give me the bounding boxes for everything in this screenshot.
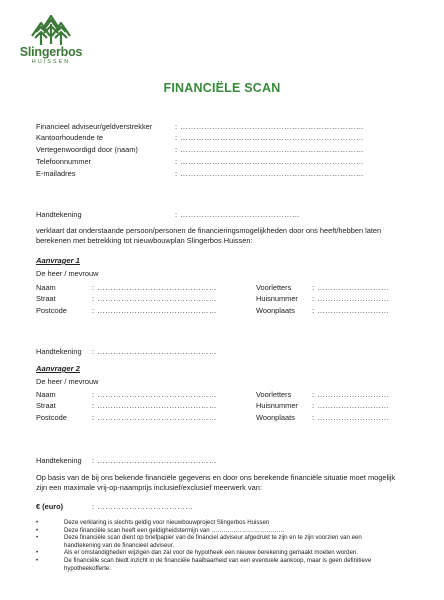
- applicant2-field-city[interactable]: : ………………………: [312, 413, 390, 422]
- applicant1-heading: Aanvrager 1: [36, 256, 80, 265]
- applicant2-heading: Aanvrager 2: [36, 364, 80, 373]
- applicant2-field-housenumber[interactable]: : ………………………: [312, 401, 390, 410]
- bullet-icon: •: [36, 519, 39, 526]
- field-email[interactable]: : ……………………………………………………………: [175, 169, 365, 178]
- applicant1-field-postcode[interactable]: : ………………………………………: [92, 306, 218, 315]
- applicant2-field-postcode[interactable]: : ………………………………………: [92, 413, 218, 422]
- applicant2-label-initials: Voorletters: [256, 390, 292, 399]
- declaration-text: verklaart dat onderstaande persoon/personen de financieringsmogelijkheden door ons heeft/hebben laten berekenen met betrekking tot nieuwbouwplan Slingerbos Huissen:: [36, 226, 382, 245]
- logo-wordmark: Slingerbos: [19, 45, 83, 59]
- field-label-email: E-mailadres: [36, 169, 76, 178]
- notes-list: [36, 519, 396, 572]
- applicant2-label-housenumber: Huisnummer: [256, 401, 298, 410]
- field-phone[interactable]: : ……………………………………………………………: [175, 157, 365, 166]
- trees-logo-icon: [27, 14, 75, 46]
- field-label-adviser: Financieel adviseur/geldverstrekker: [36, 122, 153, 131]
- bullet-icon: •: [36, 526, 39, 534]
- signature-field-adviser[interactable]: : ………………………………………: [175, 210, 301, 219]
- euro-label: € (euro): [36, 502, 64, 511]
- applicant2-label-city: Woonplaats: [256, 413, 295, 422]
- logo-subtitle: HUISSEN: [31, 59, 71, 65]
- applicant1-field-street[interactable]: : ………………………………………: [92, 294, 218, 303]
- applicant2-label-street: Straat: [36, 401, 56, 410]
- conclusion-text: Op basis van de bij ons bekende financiële gegevens en door ons berekende financiële situatie moet mogelijk zijn een maximale vrij-op-naamprijs inclusief/exclusief meerwerk van:: [36, 473, 396, 492]
- field-representative[interactable]: : ……………………………………………………………: [175, 145, 365, 154]
- field-label-office: Kantoorhoudende te: [36, 133, 103, 142]
- applicant1-signature-field[interactable]: : ………………………………………: [92, 347, 218, 356]
- list-item: • Als er omstandigheden wijzigen dan zal voor de hypotheek een nieuwe berekening gemaakt moeten worden.: [36, 549, 359, 557]
- applicant2-field-name[interactable]: : ………………………………………: [92, 390, 218, 399]
- list-item: • Deze financiële scan heeft een geldigheidstermijn van ………………………………: [36, 526, 285, 534]
- applicant1-label-city: Woonplaats: [256, 306, 295, 315]
- applicant2-label-postcode: Postcode: [36, 413, 67, 422]
- bullet-icon: •: [36, 549, 39, 557]
- applicant2-field-initials[interactable]: : ………………………: [312, 390, 390, 399]
- applicant2-signature-field[interactable]: : ………………………………………: [92, 456, 218, 465]
- applicant1-field-housenumber[interactable]: : ………………………: [312, 294, 390, 303]
- applicant1-label-postcode: Postcode: [36, 306, 67, 315]
- bullet-icon: •: [36, 556, 39, 564]
- applicant2-signature-label: Handtekening: [36, 456, 82, 465]
- field-label-representative: Vertegenwoordigd door (naam): [36, 145, 138, 154]
- applicant1-label-name: Naam: [36, 283, 56, 292]
- applicant1-salutation: De heer / mevrouw: [36, 269, 99, 278]
- applicant2-label-name: Naam: [36, 390, 56, 399]
- applicant1-field-name[interactable]: : ………………………………………: [92, 283, 218, 292]
- applicant2-salutation: De heer / mevrouw: [36, 377, 99, 386]
- applicant1-field-initials[interactable]: : ………………………: [312, 283, 390, 292]
- list-item: • De financiële scan biedt inzicht in de financiële haalbaarheid van een eventuele aankoop, maar is geen definitieve hypotheekofferte.: [36, 556, 372, 572]
- field-office[interactable]: : ……………………………………………………………: [175, 133, 365, 142]
- applicant1-label-housenumber: Huisnummer: [256, 294, 298, 303]
- field-label-phone: Telefoonnummer: [36, 157, 92, 166]
- field-adviser[interactable]: : ……………………………………………………………: [175, 122, 365, 131]
- signature-label-adviser: Handtekening: [36, 210, 82, 219]
- applicant1-signature-label: Handtekening: [36, 347, 82, 356]
- euro-amount-field[interactable]: : ………………………………: [92, 502, 194, 511]
- slingerbos-logo: [18, 14, 84, 66]
- applicant1-label-street: Straat: [36, 294, 56, 303]
- page-title: FINANCIËLE SCAN: [163, 81, 281, 95]
- list-item: • Deze financiële scan dient op briefpapier van de financiel adviseur afgedrukt te zijn en te zijn voorzien van een handtekening van de financieel adviseur.: [36, 534, 362, 549]
- applicant1-field-city[interactable]: : ………………………: [312, 306, 390, 315]
- list-item: • Deze verklaring is slechts geldig voor nieuwbouwproject Slingerbos Huissen: [36, 519, 270, 526]
- applicant2-field-street[interactable]: : ………………………………………: [92, 401, 218, 410]
- bullet-icon: •: [36, 534, 39, 542]
- applicant1-label-initials: Voorletters: [256, 283, 292, 292]
